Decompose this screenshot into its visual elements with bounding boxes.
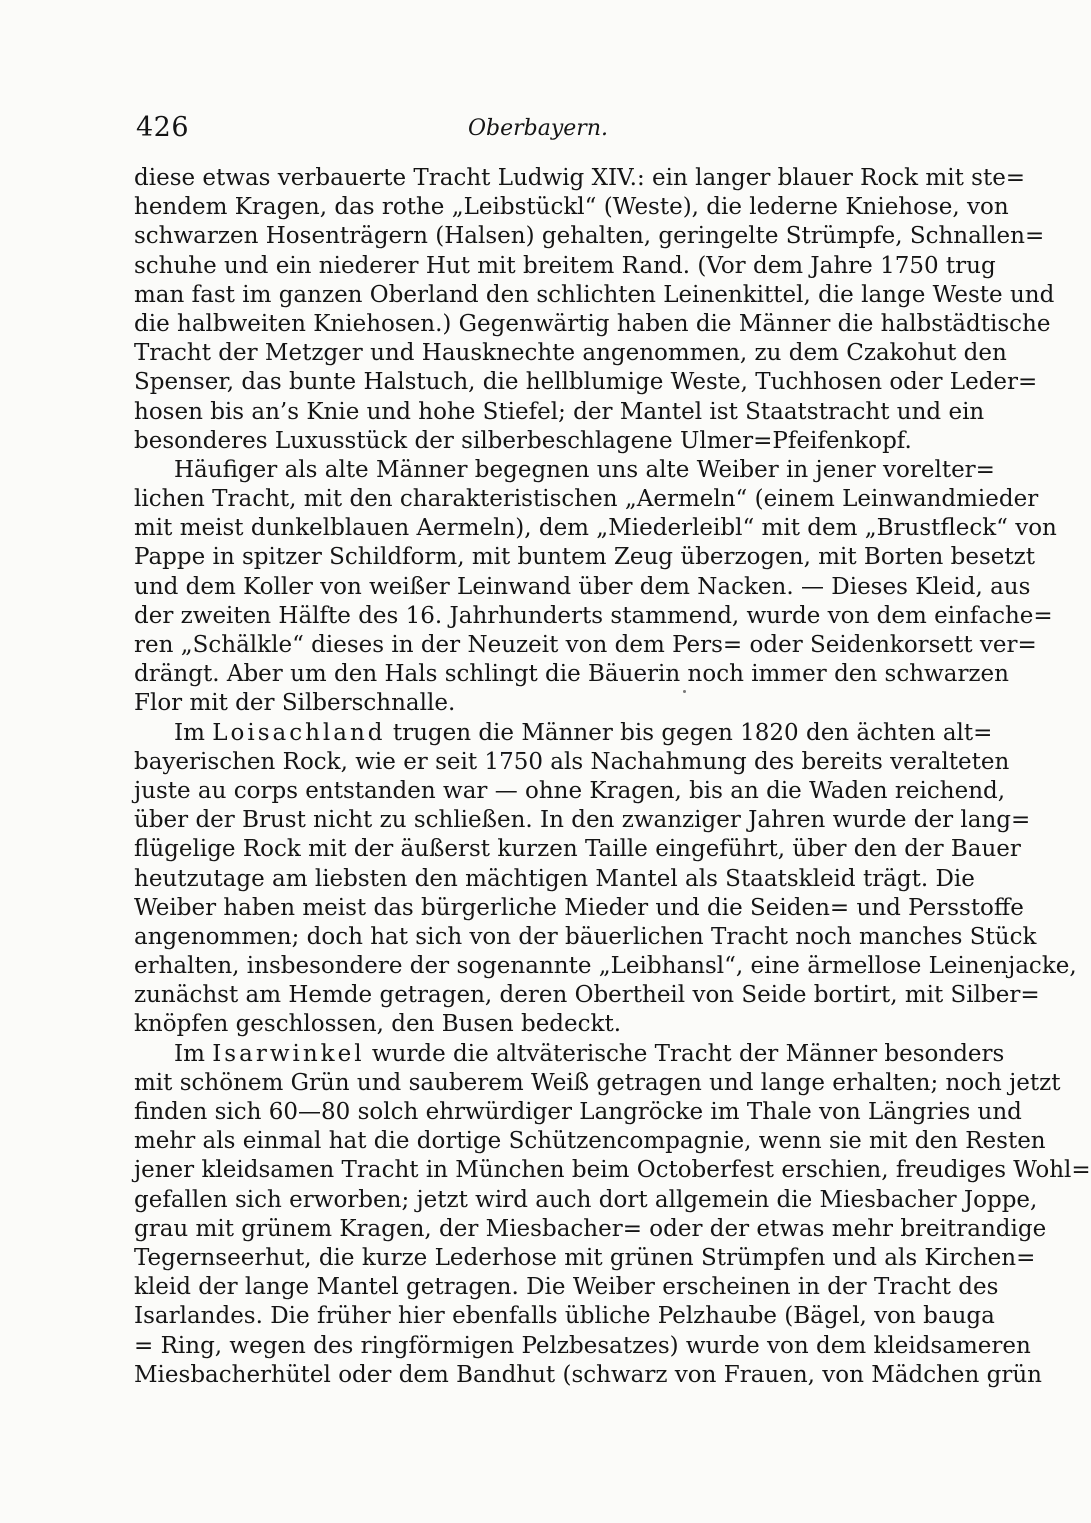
text-line: juste au corps entstanden war — ohne Kragen, bis an die Waden reichend, (134, 777, 1006, 804)
text-line: mit schönem Grün und sauberem Weiß getragen und lange erhalten; noch jetzt (134, 1069, 1061, 1096)
text-line: man fast im ganzen Oberland den schlichten Leinenkittel, die lange Weste und (134, 281, 1055, 308)
line-text: trugen die Männer bis gegen 1820 den ächten alt= (385, 719, 993, 746)
text-line: drängt. Aber um den Hals schlingt die Bäuerin noch immer den schwarzen (134, 661, 1009, 688)
text-line: kleid der lange Mantel getragen. Die Weiber erscheinen in der Tracht des (134, 1274, 999, 1301)
running-head: Oberbayern. (468, 116, 608, 141)
line-prefix: Im (174, 1040, 213, 1067)
text-line: grau mit grünem Kragen, der Miesbacher= oder der etwas mehr breitrandige (134, 1215, 1047, 1242)
text-line: jener kleidsamen Tracht in München beim Octoberfest erschien, freudiges Wohl= (134, 1157, 1091, 1184)
text-line: lichen Tracht, mit den charakteristischen „Aermeln“ (einem Leinwandmieder (134, 486, 1039, 513)
text-line: Pappe in spitzer Schildform, mit buntem Zeug überzogen, mit Borten besetzt (134, 544, 1035, 571)
text-line: diese etwas verbauerte Tracht Ludwig XIV.: ein langer blauer Rock mit ste= (134, 165, 1026, 191)
text-line: Spenser, das bunte Halstuch, die hellblumige Weste, Tuchhosen oder Leder= (134, 369, 1038, 396)
text-line: angenommen; doch hat sich von der bäuerlichen Tracht noch manches Stück (134, 923, 1037, 950)
text-line: die halbweiten Kniehosen.) Gegenwärtig haben die Männer die halbstädtische (134, 310, 1051, 337)
text-line: hendem Kragen, das rothe „Leibstückl“ (Weste), die lederne Kniehose, von (134, 194, 1009, 221)
text-line: Miesbacherhütel oder dem Bandhut (schwarz von Frauen, von Mädchen grün (134, 1361, 1042, 1388)
text-line: der zweiten Hälfte des 16. Jahrhunderts stammend, wurde von dem einfache= (134, 602, 1053, 629)
text-line: schuhe und ein niederer Hut mit breitem Rand. (Vor dem Jahre 1750 trug (134, 252, 996, 279)
page-header (136, 112, 906, 152)
text-line: gefallen sich erworben; jetzt wird auch dort allgemein die Miesbacher Joppe, (134, 1186, 1038, 1213)
text-line (134, 719, 993, 748)
text-line: hosen bis an’s Knie und hohe Stiefel; der Mantel ist Staatstracht und ein (134, 398, 985, 425)
page-number: 426 (136, 112, 190, 143)
text-line: Häufiger als alte Männer begegnen uns alte Weiber in jener vorelter= (174, 456, 995, 483)
text-line: finden sich 60—80 solch ehrwürdiger Langröcke im Thale von Längries und (134, 1099, 1022, 1125)
text-line: heutzutage am liebsten den mächtigen Mantel als Staatskleid trägt. Die (134, 865, 975, 892)
text-line: und dem Koller von weißer Leinwand über dem Nacken. — Dieses Kleid, aus (134, 573, 1031, 600)
text-line: zunächst am Hemde getragen, deren Obertheil von Seide bortirt, mit Silber= (134, 982, 1040, 1009)
line-text: wurde die altväterische Tracht der Männer besonders (364, 1040, 1005, 1067)
body-text (134, 164, 1091, 1390)
text-line: Flor mit der Silberschnalle. (134, 690, 456, 717)
text-line: Tegernseerhut, die kurze Lederhose mit grünen Strümpfen und als Kirchen= (134, 1244, 1036, 1271)
ink-speck (683, 690, 686, 693)
spaced-place-name: Loisachland (212, 719, 386, 746)
text-line: schwarzen Hosenträgern (Halsen) gehalten, geringelte Strümpfe, Schnallen= (134, 223, 1045, 250)
text-line: mehr als einmal hat die dortige Schützencompagnie, wenn sie mit den Resten (134, 1128, 1046, 1155)
text-line: bayerischen Rock, wie er seit 1750 als Nachahmung des bereits veralteten (134, 748, 1010, 775)
text-line: besonderes Luxusstück der silberbeschlagene Ulmer=Pfeifenkopf. (134, 427, 912, 454)
text-line: = Ring, wegen des ringförmigen Pelzbesatzes) wurde von dem kleidsameren (134, 1332, 1031, 1359)
text-line: Weiber haben meist das bürgerliche Mieder und die Seiden= und Persstoffe (134, 894, 1024, 921)
text-line: mit meist dunkelblauen Aermeln), dem „Miederleibl“ mit dem „Brustfleck“ von (134, 515, 1057, 542)
text-line: ren „Schälkle“ dieses in der Neuzeit von dem Pers= oder Seidenkorsett ver= (134, 632, 1037, 658)
text-line: Tracht der Metzger und Hausknechte angenommen, zu dem Czakohut den (134, 340, 1007, 367)
text-line: knöpfen geschlossen, den Busen bedeckt. (134, 1011, 622, 1038)
spaced-place-name: Isarwinkel (212, 1040, 365, 1067)
text-line (134, 1040, 1005, 1069)
text-line: erhalten, insbesondere der sogenannte „Leibhansl“, eine ärmellose Leinenjacke, (134, 953, 1077, 980)
text-line: über der Brust nicht zu schließen. In den zwanziger Jahren wurde der lang= (134, 807, 1031, 834)
text-line: Isarlandes. Die früher hier ebenfalls übliche Pelzhaube (Bägel, von bauga (134, 1303, 995, 1330)
text-line: flügelige Rock mit der äußerst kurzen Taille eingeführt, über den der Bauer (134, 836, 1021, 863)
line-prefix: Im (174, 719, 213, 746)
